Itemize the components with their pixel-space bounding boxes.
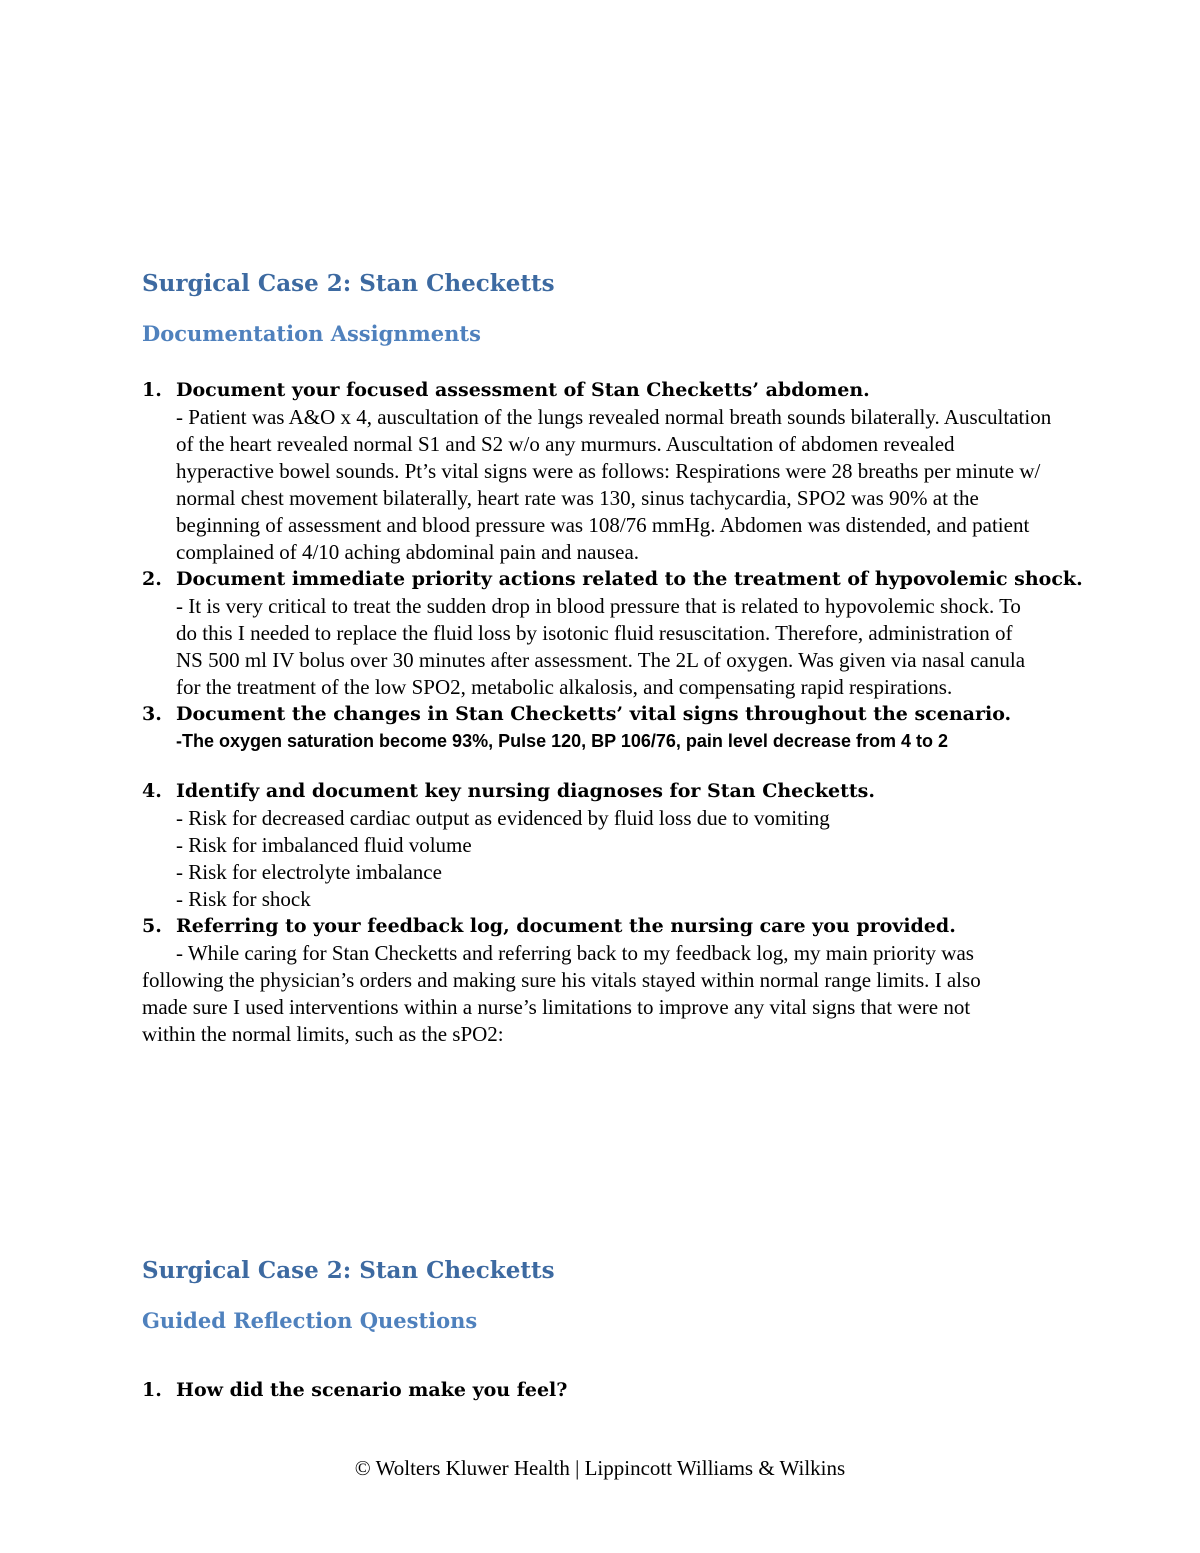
list-item-3 — [142, 701, 1072, 778]
diagnosis-line: - Risk for shock — [176, 887, 311, 911]
item-answer: - Patient was A&O x 4, auscultation of the lungs revealed normal breath sounds bilaterally. Auscultation of the heart revealed normal S1 and S2 w/o any murmurs. Auscultation of abdomen revealed hyperactive bowel sounds. Pt’s vital signs were as follows: Respirations were 28 breaths per minute w/ normal chest movement bilaterally, heart rate was 130, sinus tachycardia, SPO2 was 90% at the beginning of assessment and blood pressure was 108/76 mmHg. Abdomen was distended, and patient complained of 4/10 aching abdominal pain and nausea. — [176, 405, 1052, 564]
item-number: 4. — [142, 780, 162, 802]
item-question: Referring to your feedback log, document the nursing care you provided. — [176, 915, 956, 937]
section1-subtitle: Documentation Assignments — [142, 321, 481, 346]
list-item-5 — [142, 913, 1072, 1048]
item-number: 5. — [142, 915, 162, 937]
item-answer: -The oxygen saturation become 93%, Pulse 120, BP 106/76, pain level decrease from 4 to 2 — [176, 731, 948, 751]
list-item-1 — [142, 1377, 1072, 1404]
list-item-4 — [142, 778, 1072, 913]
item-number: 3. — [142, 703, 162, 725]
section2-title: Surgical Case 2: Stan Checketts — [142, 1257, 555, 1284]
diagnosis-line: - Risk for electrolyte imbalance — [176, 860, 442, 884]
documentation-list — [142, 377, 1083, 1048]
item-question: How did the scenario make you feel? — [176, 1379, 568, 1401]
item-question: Document the changes in Stan Checketts’ vital signs throughout the scenario. — [176, 703, 1012, 725]
section1-title: Surgical Case 2: Stan Checketts — [142, 270, 555, 297]
item-question: Identify and document key nursing diagnoses for Stan Checketts. — [176, 780, 875, 802]
diagnosis-line: - Risk for imbalanced fluid volume — [176, 833, 472, 857]
reflection-list — [142, 1377, 1072, 1404]
item-answer: - While caring for Stan Checketts and referring back to my feedback log, my main priority was following the physician’s orders and making sure his vitals stayed within normal range limits. I also made sure I used interventions within a nurse’s limitations to improve any vital signs that were not within the normal limits, such as the sPO2: — [142, 941, 981, 1046]
item-question: Document immediate priority actions related to the treatment of hypovolemic shock. — [176, 568, 1083, 590]
section2-subtitle: Guided Reflection Questions — [142, 1308, 478, 1333]
footer-copyright: © Wolters Kluwer Health | Lippincott Williams & Wilkins — [354, 1456, 846, 1480]
item-answer: - It is very critical to treat the sudden drop in blood pressure that is related to hypovolemic shock. To do this I needed to replace the fluid loss by isotonic fluid resuscitation. Therefore, administration of NS 500 ml IV bolus over 30 minutes after assessment. The 2L of oxygen. Was given via nasal canula for the treatment of the low SPO2, metabolic alkalosis, and compensating rapid respirations. — [176, 594, 1026, 699]
item-question: Document your focused assessment of Stan Checketts’ abdomen. — [176, 379, 870, 401]
diagnosis-line: - Risk for decreased cardiac output as evidenced by fluid loss due to vomiting — [176, 806, 830, 830]
list-item-1 — [142, 377, 1072, 566]
item-number: 1. — [142, 379, 162, 401]
item-number: 1. — [142, 1379, 162, 1401]
list-item-2 — [142, 566, 1083, 701]
item-number: 2. — [142, 568, 162, 590]
